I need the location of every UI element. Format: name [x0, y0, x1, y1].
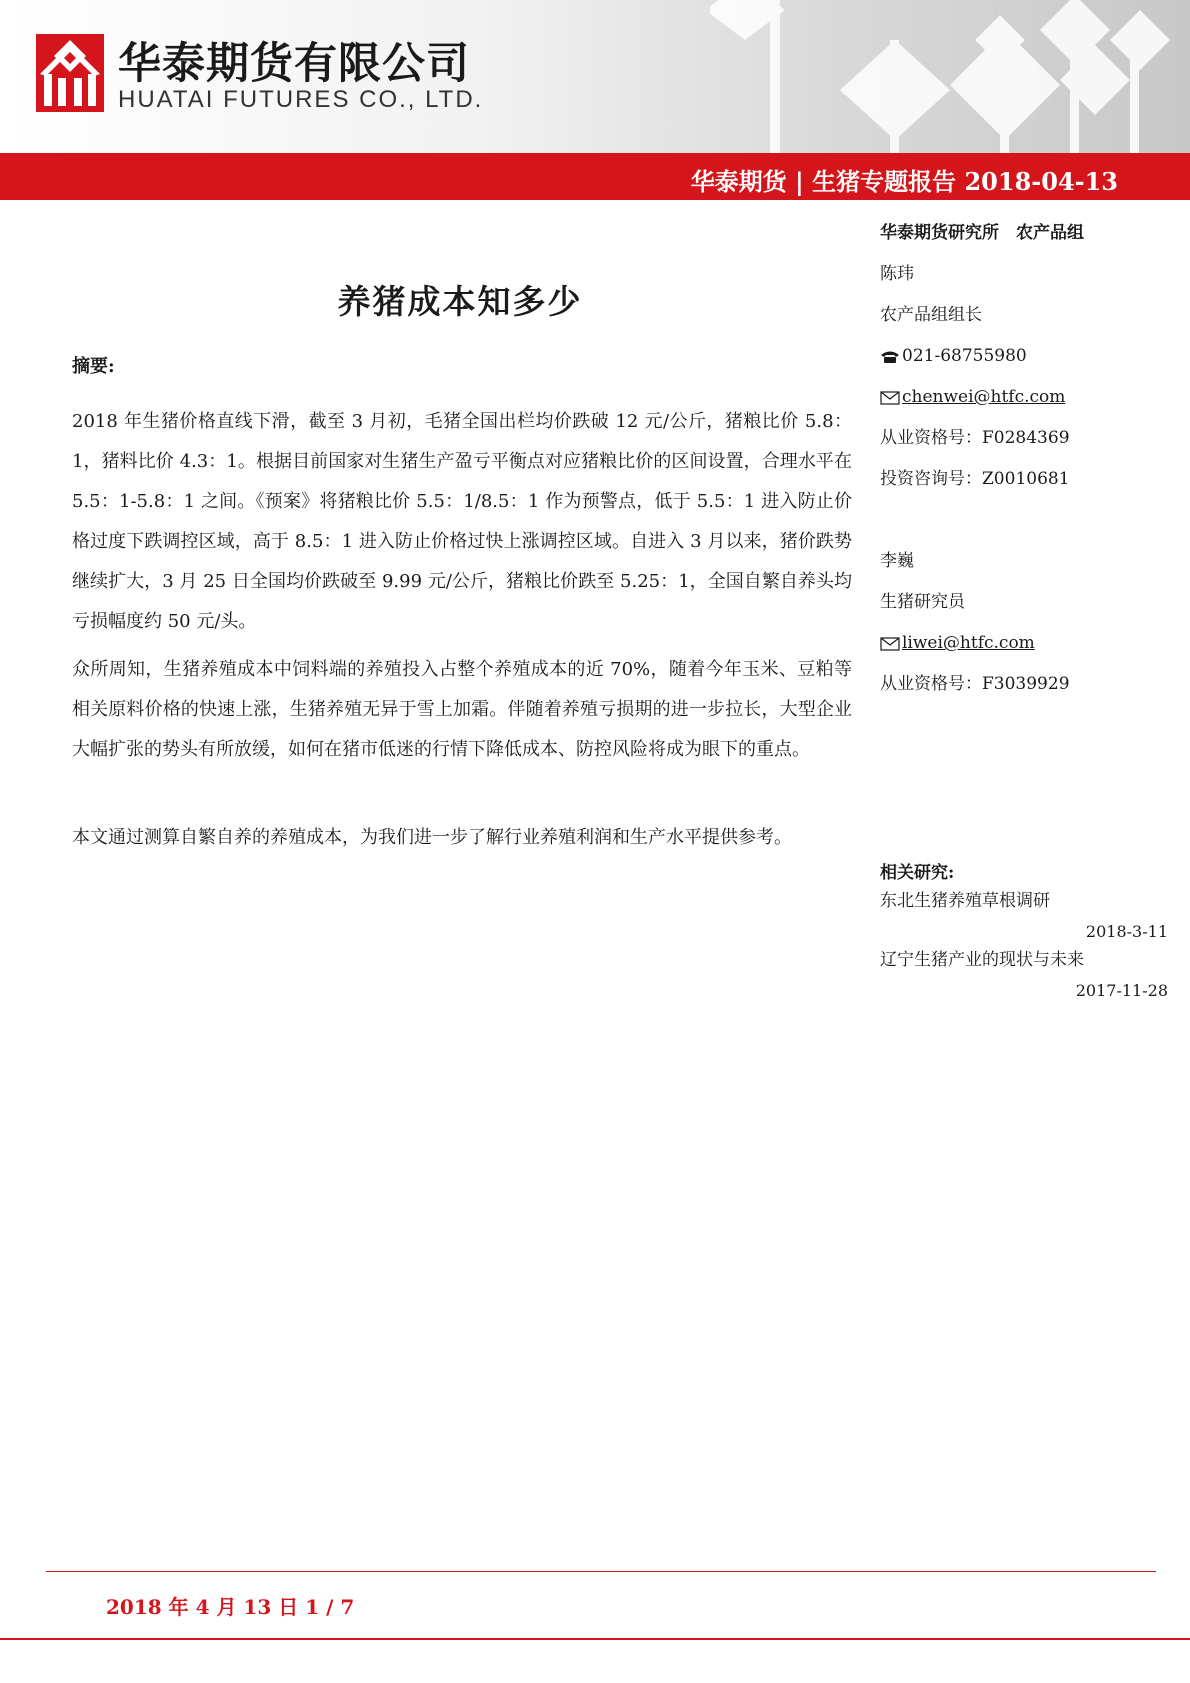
analyst1-email-row — [880, 382, 1065, 412]
report-banner-text: 华泰期货 | 生猪专题报告 2018-04-13 — [690, 167, 1118, 196]
company-name-en: HUATAI FUTURES CO., LTD. — [118, 86, 484, 113]
related-item-1-date: 2018-3-11 — [1085, 922, 1168, 941]
analyst1-consult: 投资咨询号：Z0010681 — [880, 469, 1070, 489]
analyst2-name: 李巍 — [880, 551, 914, 571]
related-item-1-title[interactable]: 东北生猪养殖草根调研 — [880, 891, 1050, 911]
footer-date-page: 2018 年 4 月 13 日 1 / 7 — [106, 1595, 355, 1619]
abstract-paragraph-1: 2018 年生猪价格直线下滑，截至 3 月初，毛猪全国出栏均价跌破 12 元/公斤，猪粮比价 5.8：1，猪料比价 4.3：1。根据目前国家对生猪生产盈亏平衡点对应猪粮比价的区间设置，合理水平在 5.5：1-5.8：1 之间。《预案》将猪粮比价 5.5：1/8.5：1 作为预警点，低于 5.5：1 进入防止价格过度下跌调控区域，高于 8.5：1 进入防止价格过快上涨调控区域。自进入 3 月以来，猪价跌势继续扩大，3 月 25 日全国均价跌破至 9.99 元/公斤，猪粮比价跌至 5.25：1，全国自繁自养头均亏损幅度约 50 元/头。 — [72, 411, 852, 632]
phone-icon — [880, 350, 900, 364]
footer-bottom-line — [0, 1638, 1190, 1640]
abstract-label: 摘要: — [72, 356, 115, 377]
analyst2-role: 生猪研究员 — [880, 592, 965, 612]
analyst1-role: 农产品组组长 — [880, 305, 982, 325]
analyst1-license: 从业资格号：F0284369 — [880, 428, 1070, 448]
institute-label: 华泰期货研究所 农产品组 — [880, 223, 1084, 243]
header-band — [0, 0, 1190, 153]
abstract-paragraph-2: 众所周知，生猪养殖成本中饲料端的养殖投入占整个养殖成本的近 70%，随着今年玉米、豆粕等相关原料价格的快速上涨，生猪养殖无异于雪上加霜。伴随着养殖亏损期的进一步拉长，大型企业大幅扩张的势头有所放缓，如何在猪市低迷的行情下降低成本、防控风险将成为眼下的重点。 — [72, 659, 852, 760]
analyst2-email-row — [880, 628, 1035, 658]
footer-divider — [46, 1571, 1156, 1572]
analyst2-license: 从业资格号：F3039929 — [880, 674, 1070, 694]
report-title: 养猪成本知多少 — [337, 282, 583, 321]
analyst1-phone: 021-68755980 — [902, 346, 1027, 366]
company-logo — [36, 34, 104, 112]
related-item-2-title[interactable]: 辽宁生猪产业的现状与未来 — [880, 950, 1084, 970]
abstract-paragraph-3: 本文通过测算自繁自养的养殖成本，为我们进一步了解行业养殖利润和生产水平提供参考。 — [72, 827, 792, 848]
analyst1-email-link[interactable]: chenwei@htfc.com — [902, 387, 1066, 407]
report-banner — [0, 153, 1190, 200]
related-item-2-date: 2017-11-28 — [1075, 981, 1168, 1000]
mail-icon — [880, 637, 900, 651]
related-research-label: 相关研究: — [880, 863, 955, 883]
analyst1-name: 陈玮 — [880, 264, 914, 284]
analyst1-phone-row — [880, 341, 1027, 371]
company-name-cn: 华泰期货有限公司 — [118, 39, 470, 89]
decorative-signpost-graphic — [710, 0, 1190, 153]
analyst2-email-link[interactable]: liwei@htfc.com — [902, 633, 1035, 653]
mail-icon — [880, 391, 900, 405]
